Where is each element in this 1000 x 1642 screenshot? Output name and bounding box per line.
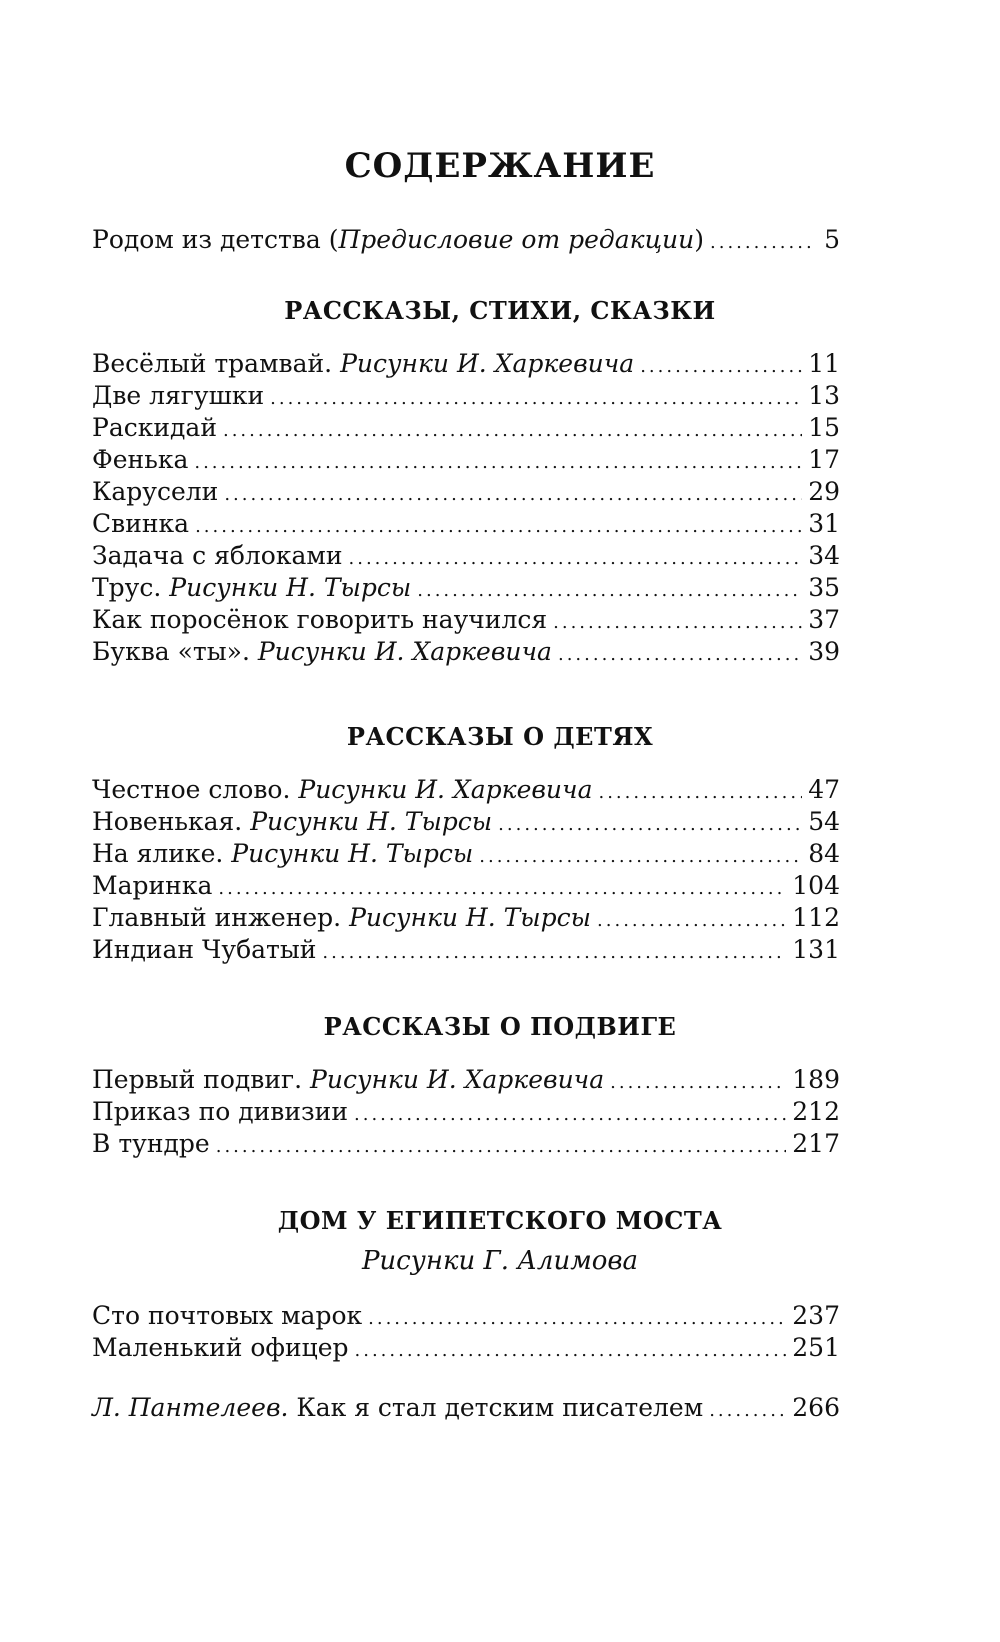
section-heading-house-egyptian-bridge: ДОМ У ЕГИПЕТСКОГО МОСТА (277, 1206, 723, 1235)
toc-page-number: 11 (808, 349, 840, 378)
leader-dots (479, 841, 802, 873)
leader-dots (710, 227, 814, 259)
leader-dots (322, 937, 786, 969)
toc-title: Маленький офицер (92, 1333, 349, 1362)
leader-dots (355, 1335, 787, 1367)
toc-page-number: 47 (808, 775, 840, 804)
toc-page-number: 104 (792, 871, 840, 900)
toc-page-number: 54 (808, 807, 840, 836)
leader-dots (223, 415, 802, 447)
toc-title: Приказ по дивизии (92, 1097, 348, 1126)
toc-row (92, 806, 840, 838)
leader-dots (597, 905, 786, 937)
toc-title: Две лягушки (92, 381, 265, 410)
toc-row (92, 224, 840, 256)
toc-row (92, 1096, 840, 1128)
toc-row (92, 540, 840, 572)
toc-page-number: 189 (792, 1065, 840, 1094)
toc-row (92, 902, 840, 934)
toc-row (92, 1300, 840, 1332)
toc-page-number: 29 (808, 477, 840, 506)
leader-dots (354, 1099, 786, 1131)
toc-page-number: 39 (808, 637, 840, 666)
toc-page-number: 35 (808, 573, 840, 602)
toc-title: Л. Пантелеев. Как я стал детским писателем (92, 1393, 704, 1422)
leader-dots (417, 575, 802, 607)
toc-title: На ялике. Рисунки Н. Тырсы (92, 839, 474, 868)
toc-row (92, 476, 840, 508)
toc-title: В тундре (92, 1129, 210, 1158)
toc-title: Новенькая. Рисунки Н. Тырсы (92, 807, 493, 836)
toc-page-number: 37 (808, 605, 840, 634)
toc-page-number: 112 (792, 903, 840, 932)
section-list-4 (92, 1300, 840, 1364)
toc-title: Задача с яблоками (92, 541, 343, 570)
section-heading-stories-about-feat: РАССКАЗЫ О ПОДВИГЕ (323, 1012, 677, 1041)
toc-title: Фенька (92, 445, 189, 474)
toc-title: Маринка (92, 871, 213, 900)
leader-dots (218, 873, 786, 905)
toc-title: Сто почтовых марок (92, 1301, 363, 1330)
leader-dots (224, 479, 802, 511)
section-subheading-illustrator: Рисунки Г. Алимова (361, 1246, 639, 1276)
section-list-2 (92, 774, 840, 966)
page-title: СОДЕРЖАНИЕ (344, 146, 656, 186)
leader-dots (498, 809, 802, 841)
leader-dots (368, 1303, 786, 1335)
toc-row (92, 508, 840, 540)
leader-dots (558, 639, 802, 671)
toc-page-number: 15 (808, 413, 840, 442)
toc-title: Буква «ты». Рисунки И. Харкевича (92, 637, 552, 666)
toc-row (92, 870, 840, 902)
toc-row (92, 348, 840, 380)
toc-title: Свинка (92, 509, 190, 538)
toc-page-number: 31 (808, 509, 840, 538)
toc-title: Честное слово. Рисунки И. Харкевича (92, 775, 593, 804)
toc-page-number: 251 (792, 1333, 840, 1362)
leader-dots (270, 383, 802, 415)
toc-page-number: 217 (792, 1129, 840, 1158)
toc-page-number: 84 (808, 839, 840, 868)
section-list-1 (92, 348, 840, 668)
toc-row (92, 412, 840, 444)
toc-page-number: 5 (824, 225, 840, 254)
toc-row (92, 1332, 840, 1364)
leader-dots (195, 511, 802, 543)
toc-page-number: 131 (792, 935, 840, 964)
afterword-entry (92, 1392, 840, 1424)
toc-row (92, 774, 840, 806)
toc-row (92, 1128, 840, 1160)
leader-dots (640, 351, 802, 383)
toc-row (92, 636, 840, 668)
section-heading-stories-poems-tales: РАССКАЗЫ, СТИХИ, СКАЗКИ (284, 296, 716, 325)
toc-title: Раскидай (92, 413, 217, 442)
leader-dots (610, 1067, 786, 1099)
toc-row (92, 380, 840, 412)
toc-row (92, 838, 840, 870)
leader-dots (349, 543, 803, 575)
toc-page-number: 13 (808, 381, 840, 410)
toc-row (92, 1064, 840, 1096)
toc-page-number: 212 (792, 1097, 840, 1126)
leader-dots (194, 447, 802, 479)
toc-row (92, 1392, 840, 1424)
toc-title: Трус. Рисунки Н. Тырсы (92, 573, 412, 602)
toc-title: Карусели (92, 477, 219, 506)
toc-row (92, 934, 840, 966)
section-heading-stories-about-children: РАССКАЗЫ О ДЕТЯХ (346, 722, 654, 751)
leader-dots (216, 1131, 787, 1163)
toc-page-number: 237 (792, 1301, 840, 1330)
toc-title: Индиан Чубатый (92, 935, 317, 964)
toc-title: Родом из детства (Предисловие от редакции) (92, 225, 705, 254)
toc-title: Главный инженер. Рисунки Н. Тырсы (92, 903, 592, 932)
toc-page-number: 17 (808, 445, 840, 474)
leader-dots (598, 777, 802, 809)
section-list-3 (92, 1064, 840, 1160)
toc-title: Как поросёнок говорить научился (92, 605, 548, 634)
toc-page-number: 34 (808, 541, 840, 570)
leader-dots (553, 607, 802, 639)
toc-title: Первый подвиг. Рисунки И. Харкевича (92, 1065, 605, 1094)
toc-row (92, 572, 840, 604)
toc-title: Весёлый трамвай. Рисунки И. Харкевича (92, 349, 635, 378)
toc-row (92, 444, 840, 476)
toc-row (92, 604, 840, 636)
preface-entry (92, 224, 840, 256)
leader-dots (709, 1395, 786, 1427)
toc-page-number: 266 (792, 1393, 840, 1422)
